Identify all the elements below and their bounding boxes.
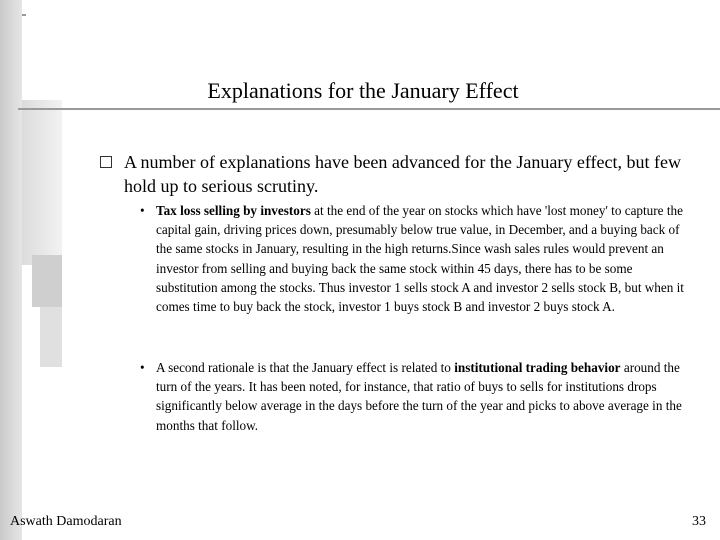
title-divider-line [18,108,720,110]
left-dark-block [32,255,62,307]
slide-title: Explanations for the January Effect [207,78,519,103]
bullet-text [156,358,686,435]
main-point-text: A number of explanations have been advanced for the January effect, but few hold up to serious scrutiny. [124,152,681,196]
left-light-block [40,307,62,367]
square-bullet-icon [100,156,112,168]
bullet-body: at the end of the year on stocks which have 'lost money' to capture the capital gain, driving prices down, presumably below true value, in December, and a buying back of the same stocks in January, resulting in the high returns.Since wash sales rules would prevent an investor from selling and buying back the same stock within 45 days, there has to be some substitution among the stocks. Thus investor 1 sells stock A and investor 2 sells stock B, but when it comes time to buy back the stock, investor 1 buys stock B and investor 2 buys stock A. [156,203,684,315]
bullet-dot-icon: • [140,360,145,375]
page-number: 33 [692,514,706,529]
bullet-bold-lead: Tax loss selling by investors [156,203,311,218]
left-gray-block [22,100,62,265]
bullet-body: around the turn of the years. It has been noted, for instance, that ratio of buys to sells for institutions drops significantly below average in the days before the turn of the year and picks to above average in the months that follow. [156,360,682,433]
bullet-text [156,201,686,316]
footer-author: Aswath Damodaran [10,514,122,529]
bullet-bold-phrase: institutional trading behavior [454,360,621,375]
bullet-dot-icon: • [140,203,145,218]
bullet-lead: A second rationale is that the January effect is related to [156,360,455,375]
